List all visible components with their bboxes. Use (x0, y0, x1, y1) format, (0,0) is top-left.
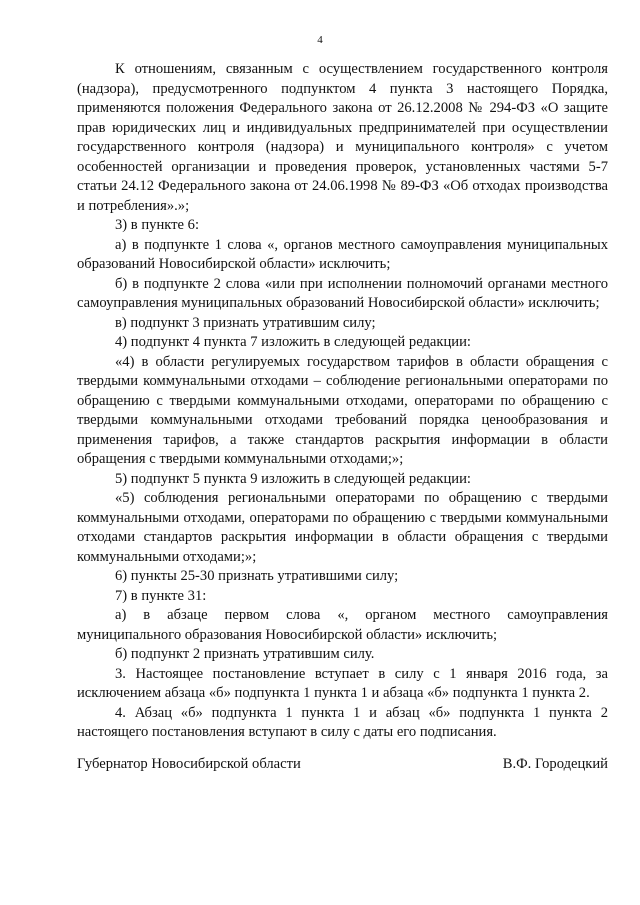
paragraph: 3) в пункте 6: (115, 217, 200, 233)
paragraph: К отношениям, связанным с осуществлением государственного контроля (надзора), предусмотренного подпунктом 4 пункта 3 настоящего Порядка, применяются положения Федерального закона от 26.12.2008 № 294-ФЗ «О защите прав юридических лиц и индивидуальных предпринимателей при осуществлении государственного контроля (надзора) и муниципального контроля» с учетом особенностей организации и проведения проверок, установленных частями 5-7 статьи 24.12 Федерального закона от 24.06.1998 № 89-ФЗ «Об отходах производства и потребления».»; (77, 61, 608, 214)
paragraph: «4) в области регулируемых государством тарифов в области обращения с твердыми коммунальными отходами – соблюдение региональными операторами по обращению с твердыми коммунальными отходами, операторами по обращению с твердыми коммунальными отходами требований порядка ценообразования и применения тарифов, а также стандартов раскрытия информации в области обращения с твердыми коммунальными отходами;»; (77, 353, 608, 467)
paragraph: 7) в пункте 31: (115, 587, 207, 604)
signature-block (77, 755, 608, 775)
paragraph: «5) соблюдения региональными операторами по обращению с твердыми коммунальными отходами, операторами по обращению с твердыми коммунальными отходами стандартов раскрытия информации в области обращения с твердыми коммунальными отходами;»; (77, 490, 608, 565)
paragraph: 3. Настоящее постановление вступает в силу с 1 января 2016 года, за исключением абзаца «б» подпункта 1 пункта 1 и абзаца «б» подпункта 1 пункта 2. (77, 665, 608, 701)
paragraph: 4) подпункт 4 пункта 7 изложить в следующей редакции: (115, 334, 471, 350)
paragraph: 6) пункты 25-30 признать утратившими силу; (115, 568, 399, 584)
document-body (77, 60, 608, 743)
paragraph: 5) подпункт 5 пункта 9 изложить в следующей редакции: (115, 470, 471, 487)
paragraph: б) в подпункте 2 слова «или при исполнении полномочий органами местного самоуправления муниципальных образований Новосибирской области» исключить; (77, 275, 608, 311)
signatory-name: В.Ф. Городецкий (502, 756, 608, 772)
paragraph: а) в подпункте 1 слова «, органов местного самоуправления муниципальных образований Новосибирской области» исключить; (77, 236, 608, 272)
paragraph: в) подпункт 3 признать утратившим силу; (115, 314, 376, 331)
paragraph: б) подпункт 2 признать утратившим силу. (115, 646, 375, 662)
page-number: 4 (317, 34, 323, 46)
paragraph: а) в абзаце первом слова «, органом местного самоуправления муниципального образования Новосибирской области» исключить; (77, 607, 608, 643)
paragraph: 4. Абзац «б» подпункта 1 пункта 1 и абзац «б» подпункта 1 пункта 2 настоящего постановления вступают в силу с даты его подписания. (77, 704, 608, 740)
signatory-position: Губернатор Новосибирской области (77, 756, 301, 772)
